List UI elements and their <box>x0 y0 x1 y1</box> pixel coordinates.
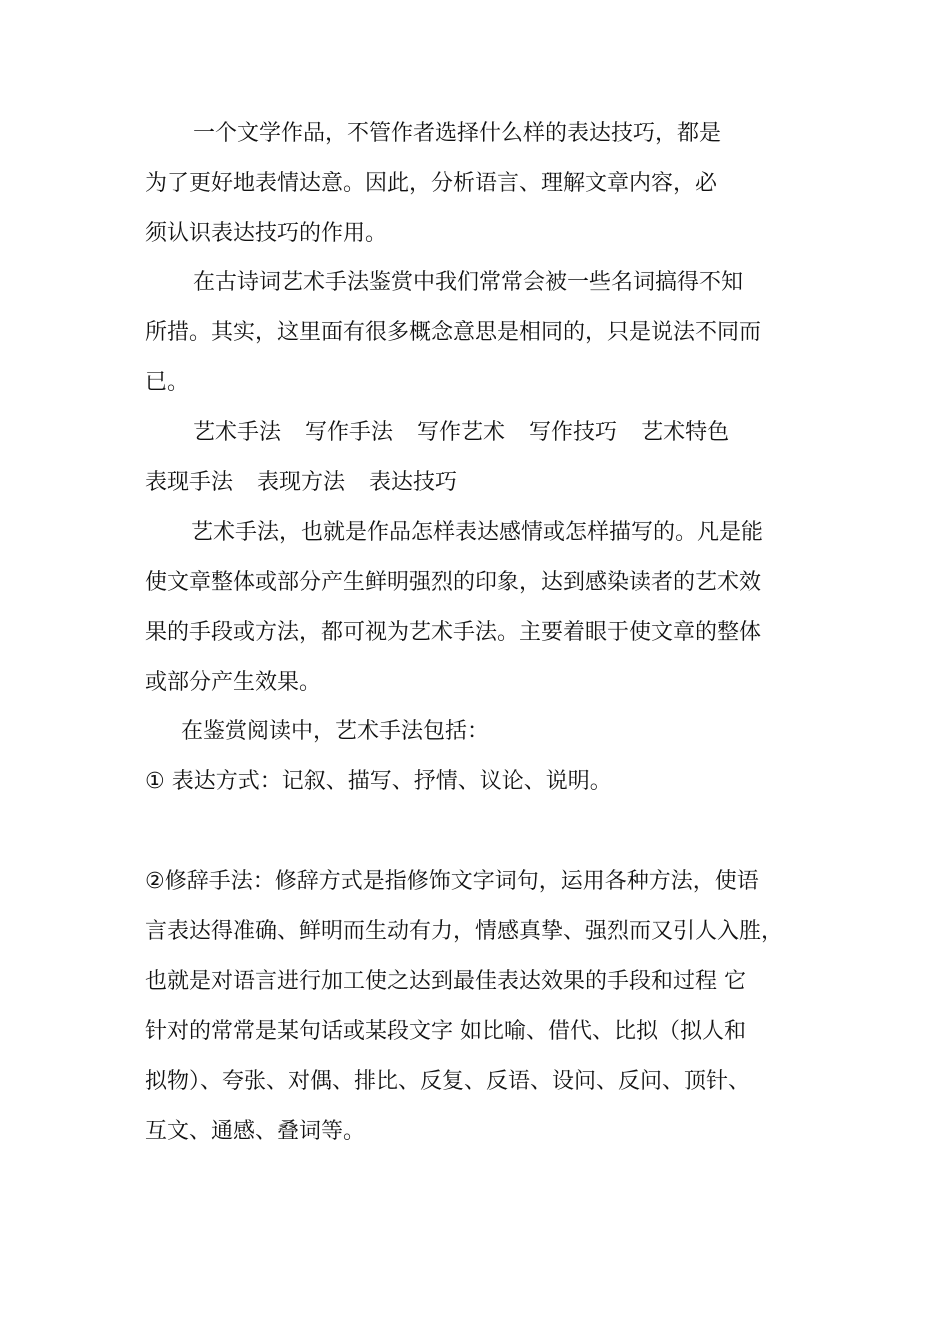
list-item-expression <box>145 757 612 807</box>
list-item-rhetoric <box>145 857 783 1157</box>
term: 表达技巧 <box>369 470 458 495</box>
text-line: 须认识表达技巧的作用。 <box>145 221 388 246</box>
term: 艺术特色 <box>641 420 730 445</box>
text-line: 一个文学作品，不管作者选择什么样的表达技巧，都是 <box>193 121 722 146</box>
paragraph-definition <box>145 508 763 708</box>
text-line: 在古诗词艺术手法鉴赏中我们常常会被一些名词搞得不知 <box>193 270 744 295</box>
term: 写作技巧 <box>529 420 618 445</box>
text-line: 言表达得准确、鲜明而生动有力，情感真挚、强烈而又引人入胜， <box>145 919 784 944</box>
paragraph-terms-note <box>145 258 761 408</box>
term: 写作艺术 <box>417 420 506 445</box>
text-line: 所措。其实，这里面有很多概念意思是相同的，只是说法不同而 <box>145 320 762 345</box>
text-line: 针对的常常是某句话或某段文字 如比喻、借代、比拟（拟人和 <box>145 1019 746 1044</box>
terms-list <box>145 408 729 508</box>
paragraph-includes <box>145 707 489 757</box>
terms-row <box>145 458 729 508</box>
text-line: 艺术手法，也就是作品怎样表达感情或怎样描写的。凡是能 <box>191 520 764 545</box>
text-line: 为了更好地表情达意。因此，分析语言、理解文章内容，必 <box>145 171 718 196</box>
text-line: 互文、通感、叠词等。 <box>145 1119 366 1144</box>
text-line: 使文章整体或部分产生鲜明强烈的印象，达到感染读者的艺术效 <box>145 570 762 595</box>
text-line: 已。 <box>145 370 190 395</box>
term: 表现手法 <box>145 470 234 495</box>
term: 写作手法 <box>305 420 394 445</box>
text-line: 也就是对语言进行加工使之达到最佳表达效果的手段和过程 它 <box>145 969 746 994</box>
text-line: 拟物）、夸张、对偶、排比、反复、反语、设问、反问、顶针、 <box>145 1069 751 1094</box>
text-line: ②修辞手法：修辞方式是指修饰文字词句，运用各种方法，使语 <box>145 869 759 894</box>
terms-row <box>145 408 729 458</box>
text-line: ① 表达方式：记叙、描写、抒情、议论、说明。 <box>145 769 612 794</box>
text-line: 果的手段或方法，都可视为艺术手法。主要着眼于使文章的整体 <box>145 620 762 645</box>
text-line: 在鉴赏阅读中，艺术手法包括： <box>181 719 490 744</box>
text-line: 或部分产生效果。 <box>145 670 322 695</box>
term: 艺术手法 <box>193 420 282 445</box>
paragraph-intro <box>145 109 721 259</box>
term: 表现方法 <box>257 470 346 495</box>
